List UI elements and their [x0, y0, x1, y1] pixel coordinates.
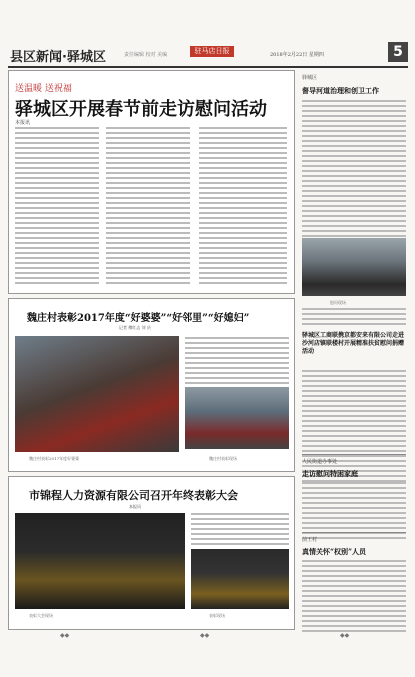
- story-good-neighbor: [8, 298, 295, 472]
- item4-headline: 真情关怀“权别”人员: [302, 547, 367, 556]
- story3-photo-left-caption: 表彰大会现场: [29, 613, 53, 618]
- right-photo: [302, 238, 406, 296]
- right-divider-2: [302, 532, 406, 533]
- footer-marks-left: ◆◆: [60, 632, 70, 639]
- story1-kicker: 送温暖 送祝福: [15, 84, 72, 94]
- editor-credits: 责任编辑 校对 美编: [124, 52, 168, 58]
- right-column: [300, 70, 408, 630]
- footer-marks-center: ◆◆: [200, 632, 210, 639]
- item4-kicker: 前王村: [302, 537, 318, 543]
- item3-kicker: 人民街道办事处: [302, 459, 338, 465]
- item3-body: [302, 482, 406, 542]
- story1-byline: 本报讯: [15, 120, 31, 126]
- story2-photo-left: [15, 336, 179, 452]
- story3-body: [191, 513, 289, 548]
- story2-headline: 魏庄村表彰2017年度“好婆婆”“好邻里”“好媳妇”: [27, 313, 250, 324]
- story3-headline: 市锦程人力资源有限公司召开年终表彰大会: [29, 489, 238, 502]
- story2-photo-right: [185, 387, 289, 449]
- item3-headline: 走访慰问特困家庭: [302, 469, 358, 478]
- item2-body: [302, 370, 406, 485]
- story3-photo-right: [191, 549, 289, 609]
- story2-photo-right-caption: 魏庄村表彰现场: [209, 456, 237, 461]
- story-spring-festival: [8, 70, 295, 294]
- right-divider-1: [302, 454, 406, 455]
- story2-byline: 记者 傅红志 刘 庆: [119, 325, 151, 330]
- section-title: 县区新闻·驿城区: [10, 50, 106, 65]
- story-annual-awards: [8, 476, 295, 630]
- story2-photo-left-caption: 魏庄村表彰2017年度好婆婆: [29, 456, 80, 461]
- story3-photo-right-caption: 表彰现场: [209, 613, 225, 618]
- masthead: [8, 44, 408, 68]
- story1-body-col1: [15, 127, 99, 287]
- page-number: 5: [388, 42, 408, 62]
- story3-byline: 本报讯: [129, 504, 141, 509]
- item2-headline: 驿城区工商联携京都安来有限公司走进沙河店镇联楼村开展精准扶贫慰问捐赠活动: [302, 332, 405, 355]
- story1-body-col2: [106, 127, 190, 287]
- right-photo-caption: 慰问现场: [330, 300, 346, 305]
- item1-headline: 督导河道治理和创卫工作: [302, 86, 379, 95]
- story3-photo-left: [15, 513, 185, 609]
- issue-date: 2018年2月22日 星期四: [270, 52, 324, 58]
- right-photo-text: [302, 308, 406, 328]
- item1-kicker: 驿城区: [302, 75, 318, 81]
- story2-body: [185, 337, 289, 392]
- newspaper-logo: 驻马店日报: [190, 46, 234, 57]
- footer-marks-right: ◆◆: [340, 632, 350, 639]
- story1-body-col3: [199, 127, 287, 287]
- item4-body: [302, 560, 406, 635]
- story1-headline: 驿城区开展春节前走访慰问活动: [15, 99, 267, 120]
